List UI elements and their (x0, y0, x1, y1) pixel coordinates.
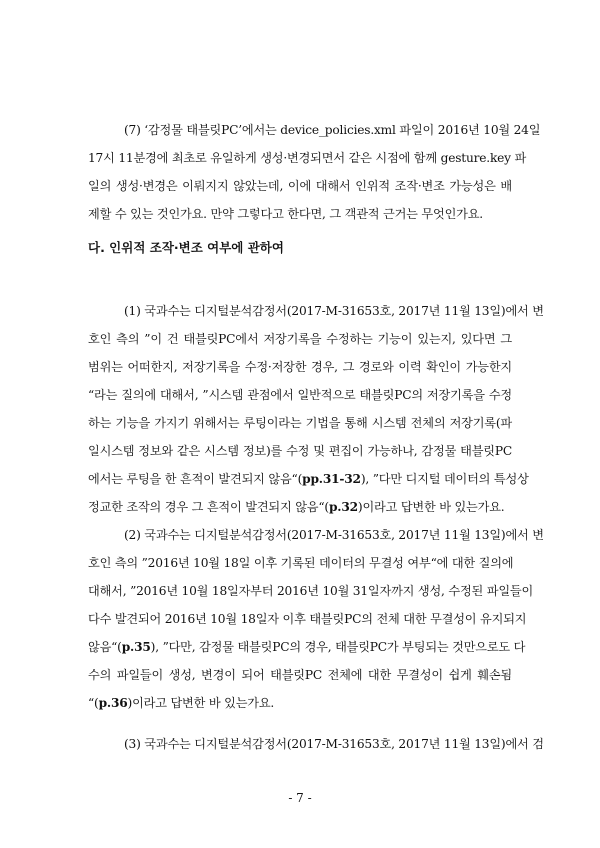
page-reference: pp.31-32 (302, 472, 361, 486)
text-line: 하는 기능을 가지기 위해서는 루팅이라는 기법을 통해 시스템 전체의 저장기록(파 (88, 416, 512, 430)
text-fragment: ), ”다만 디지털 데이터의 특성상 (360, 472, 529, 486)
text-line-with-ref (88, 493, 512, 521)
text-line: 수의 파일들이 생성, 변경이 되어 태블릿PC 전체에 대한 무결성이 쉽게 훼손됨 (88, 668, 512, 682)
question-1 (88, 297, 544, 521)
page-number: - 7 - (288, 791, 312, 805)
text-fragment: 정교한 조작의 경우 그 흔적이 발견되지 않음“( (88, 500, 329, 514)
text-line: (2) 국과수는 디지털분석감정서(2017-M-31653호, 2017년 11월 13일)에서 변 (88, 528, 544, 542)
page-reference: p.36 (98, 696, 128, 710)
text-line: 다수 발견되어 2016년 10월 18일자 이후 태블릿PC의 전체 대한 무결성이 유지되지 (88, 612, 527, 626)
text-line: (7) ‘감정물 태블릿PC’에서는 device_policies.xml 파일이 2016년 10월 24일 (88, 123, 541, 137)
text-line-with-ref (88, 633, 526, 661)
question-7 (88, 116, 541, 228)
text-fragment: 에서는 루팅을 한 흔적이 발견되지 않음“( (88, 472, 303, 486)
text-fragment: )이라고 답변한 바 있는가요. (357, 500, 505, 514)
text-line: 제할 수 있는 것인가요. 만약 그렇다고 한다면, 그 객관적 근거는 무엇인가요. (88, 207, 483, 221)
text-line: 호인 측의 ”2016년 10월 18일 이후 기록된 데이터의 무결성 여부“에 대한 질의에 (88, 556, 514, 570)
text-line: 17시 11분경에 최초로 유일하게 생성·변경되면서 같은 시점에 함께 gesture.key 파 (88, 151, 527, 165)
page-reference: p.32 (328, 500, 358, 514)
text-line: 호인 측의 ”이 건 태블릿PC에서 저장기록을 수정하는 기능이 있는지, 있다면 그 (88, 332, 512, 346)
text-fragment: “( (88, 696, 99, 710)
text-fragment: ), ”다만, 감정물 태블릿PC의 경우, 태블릿PC가 부팅되는 것만으로도 다 (150, 640, 526, 654)
text-line-with-ref (88, 465, 529, 493)
text-line: (3) 국과수는 디지털분석감정서(2017-M-31653호, 2017년 11월 13일)에서 검 (88, 737, 544, 751)
text-line: 일시스템 정보와 같은 시스템 정보)를 수정 및 편집이 가능하나, 감정물 태블릿PC (88, 444, 512, 458)
section-heading: 다. 인위적 조작·변조 여부에 관하여 (88, 240, 284, 255)
text-line: 범위는 어떠한지, 저장기록을 수정·저장한 경우, 그 경로와 이력 확인이 가능한지 (88, 360, 512, 374)
page-reference: p.35 (121, 640, 151, 654)
text-line-with-ref (88, 689, 512, 717)
question-2 (88, 521, 544, 717)
text-line: 대해서, ”2016년 10월 18일자부터 2016년 10월 31일자까지 생성, 수정된 파일들이 (88, 584, 534, 598)
text-line: (1) 국과수는 디지털분석감정서(2017-M-31653호, 2017년 11월 13일)에서 변 (88, 304, 544, 318)
text-line: “라는 질의에 대해서, ”시스템 관점에서 일반적으로 태블릿PC의 저장기록을 수정 (88, 388, 512, 402)
question-3 (88, 730, 544, 758)
text-line: 일의 생성·변경은 이뤄지지 않았는데, 이에 대해서 인위적 조작·변조 가능성은 배 (88, 179, 512, 193)
text-fragment: 않음“( (88, 640, 122, 654)
text-fragment: )이라고 답변한 바 있는가요. (127, 696, 275, 710)
